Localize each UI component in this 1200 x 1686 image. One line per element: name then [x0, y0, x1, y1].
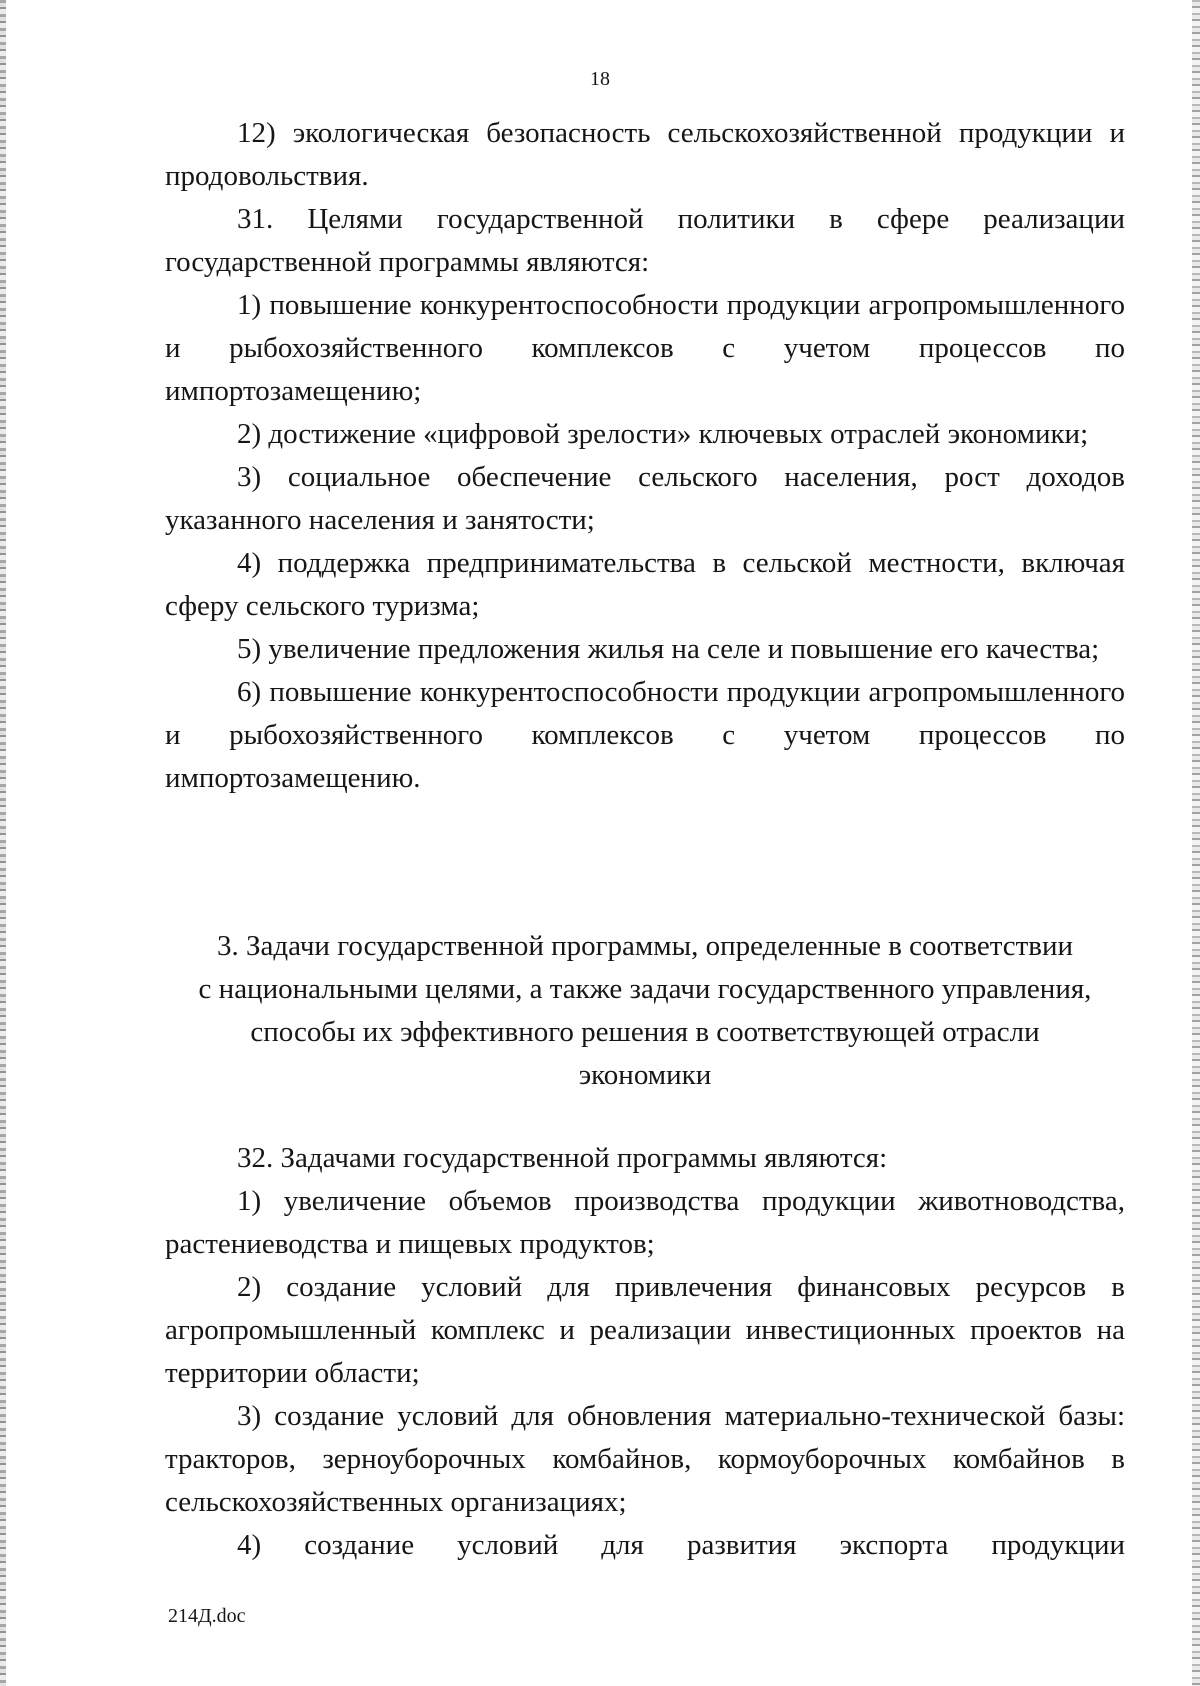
paragraph-tasks-intro: 32. Задачами государственной программы являются: — [237, 1142, 888, 1174]
paragraph-task-3: 3) создание условий для обновления материально-технической базы: тракторов, зерноуборочных комбайнов, кормоуборочных комбайнов в сельскохозяйственных организациях; — [165, 1400, 1125, 1518]
paragraph-goals-intro: 31. Целями государственной политики в сфере реализации государственной программы являются: — [165, 203, 1125, 278]
paragraph-goal-1: 1) повышение конкурентоспособности продукции агропромышленного и рыбохозяйственного комплексов с учетом процессов по импортозамещению; — [165, 289, 1125, 407]
section-heading-line-3: способы их эффективного решения в соответствующей отрасли — [250, 1016, 1040, 1048]
paragraph-item-12: 12) экологическая безопасность сельскохозяйственной продукции и продовольствия. — [165, 117, 1125, 192]
paragraph-goal-6: 6) повышение конкурентоспособности продукции агропромышленного и рыбохозяйственного комплексов с учетом процессов по импортозамещению. — [165, 676, 1125, 794]
paragraph-task-2: 2) создание условий для привлечения финансовых ресурсов в агропромышленный комплекс и реализации инвестиционных проектов на территории области; — [165, 1271, 1125, 1389]
paragraph-goal-2: 2) достижение «цифровой зрелости» ключевых отраслей экономики; — [237, 418, 1089, 450]
paragraph-task-1: 1) увеличение объемов производства продукции животноводства, растениеводства и пищевых продуктов; — [165, 1185, 1125, 1260]
scan-edge-right — [1192, 0, 1200, 1686]
paragraph-goal-5: 5) увеличение предложения жилья на селе и повышение его качества; — [237, 633, 1100, 665]
section-heading — [165, 925, 1125, 1097]
paragraph-goal-4: 4) поддержка предпринимательства в сельской местности, включая сферу сельского туризма; — [165, 547, 1125, 622]
goals-section — [165, 112, 1125, 800]
section-heading-line-2: с национальными целями, а также задачи государственного управления, — [198, 973, 1092, 1005]
paragraph-task-4: 4) создание условий для развития экспорта продукции — [237, 1529, 1125, 1561]
section-heading-line-4: экономики — [578, 1059, 712, 1091]
paragraph-goal-3: 3) социальное обеспечение сельского населения, рост доходов указанного населения и занятости; — [165, 461, 1125, 536]
page-number: 18 — [590, 68, 610, 90]
tasks-section — [165, 1137, 1125, 1567]
section-heading-line-1: 3. Задачи государственной программы, определенные в соответствии — [216, 930, 1074, 962]
scan-edge-left — [0, 0, 6, 1686]
footer-filename: 214Д.doc — [168, 1605, 246, 1627]
